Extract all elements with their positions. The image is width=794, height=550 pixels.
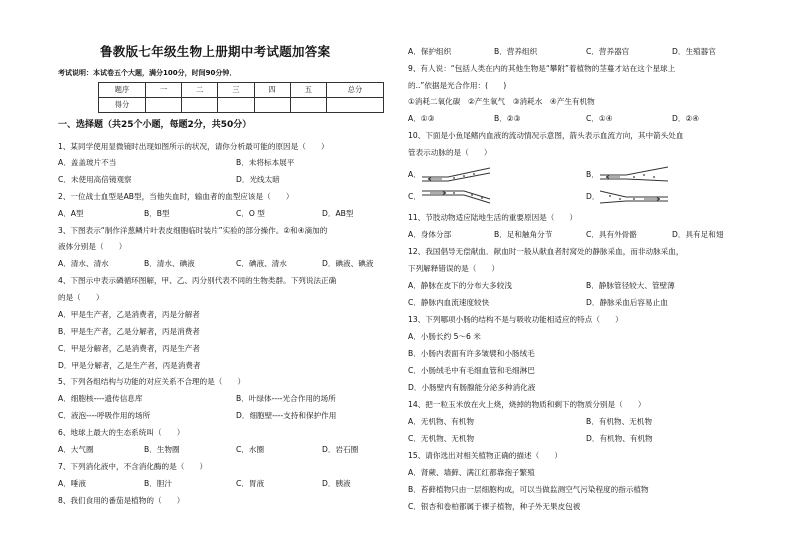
question-stem: 13、下列哪项小肠的结构不是与吸收功能相适应的特点（ ） [408,315,623,324]
option: A．小肠长约 5～6 米 [408,332,481,341]
option: C．营养器官 [586,47,630,56]
option: A．唾液 [58,479,86,488]
option: C．液泡----呼吸作用的场所 [58,411,151,420]
option: A．静脉在皮下的分布大多较浅 [408,281,512,290]
question-stem: 3、下图表示“制作洋葱鳞片叶表皮细胞临时装片”实验的部分操作。②和④滴加的 [58,226,328,235]
score-header-cell: 四 [254,83,290,98]
option: C．银杏和卷柏都属于裸子植物，种子外无果皮包被 [408,502,581,511]
score-cell[interactable] [182,98,218,113]
vessel-diagram-c [420,187,492,205]
score-header-cell: 五 [290,83,326,98]
option: D．有机物、有机物 [586,434,653,443]
option: C．静脉内血流速度较快 [408,298,490,307]
vessel-diagram-d [598,187,670,205]
section-heading: 一、选择题（共25个小题，每题2分，共50分） [58,120,252,130]
score-cell[interactable] [327,98,384,113]
vessel-diagram-a [420,165,492,183]
question-stem: 管表示动脉的是（ ） [408,148,492,157]
option: D．碘液、碘液 [322,259,374,268]
question-stem: 15、请你选出对相关植物正确的描述（ ） [408,451,562,460]
option: C．小肠绒毛中有毛细血管和毛细淋巴 [408,366,535,375]
score-header-cell: 题序 [99,83,146,98]
option: C．碘液、清水 [236,259,287,268]
score-header-cell: 总分 [327,83,384,98]
score-cell[interactable] [218,98,254,113]
question-stem: 4、下图示中表示磷循环图解，甲、乙、丙分别代表不同的生物类群。下列说法正确 [58,276,337,285]
option: C． [408,192,421,201]
question-stem: 10、下面是小鱼尾鳍内血液的流动情况示意图，箭头表示血流方向，其中箭头处血 [408,131,684,140]
option: C．甲是分解者，乙是消费者，丙是生产者 [58,344,200,353]
question-stem: 液体分别是（ ） [58,242,127,251]
option: D．②④ [672,114,700,123]
option: B．营养组织 [494,47,538,56]
option: A．身体分部 [408,230,452,239]
option: D．甲是分解者，乙是生产者，丙是消费者 [58,361,201,370]
option: D．细胞壁----支持和保护作用 [236,411,337,420]
question-stem: 7、下列消化液中，不含消化酶的是（ ） [58,462,208,471]
option: A．盖盖玻片不当 [58,158,117,167]
question-stem: 9、有人说：“包括人类在内的其他生物是“攀附”着植物的茎蔓才站在这个星球上 [408,64,676,73]
score-cell[interactable] [254,98,290,113]
option: C．未使用高倍镜观察 [58,175,132,184]
exam-note: 考试说明：本试卷五个大题，满分100分，时间90分钟． [58,69,237,77]
option: D．岩石圈 [322,445,359,454]
option: A．肾蕨、墙藓、满江红都靠孢子繁殖 [408,468,535,477]
option: B．B型 [144,209,170,218]
option: D．静脉采血后容易止血 [586,298,668,307]
option: A．大气圈 [58,445,94,454]
option: D．光线太暗 [236,175,280,184]
question-stem: 1、某同学使用显微镜时出现如图所示的状况，请你分析最可能的原因是（ ） [58,142,329,151]
option: B．未将标本展平 [236,158,295,167]
option: B．②③ [494,114,521,123]
question-stem: 2、一位战士血型是AB型，当他失血时，输血者的血型应该是（ ） [58,192,294,201]
option: B．小肠内表面有许多皱襞和小肠绒毛 [408,349,535,358]
option: C．水圈 [236,445,265,454]
score-cell[interactable] [146,98,182,113]
question-stem: 12、我国倡导无偿献血．献血时一般从献血者肘窝处的静脉采血，而非动脉采血， [408,247,684,256]
option: A．A型 [58,209,84,218]
score-header-row [99,83,384,98]
option: A．①③ [408,114,435,123]
question-stem: 6、地球上最大的生态系统叫（ ） [58,428,185,437]
option: A．细胞核----遗传信息库 [58,394,143,403]
score-header-cell: 三 [218,83,254,98]
option: A．保护组织 [408,47,452,56]
option: C．无机物、无机物 [408,434,475,443]
vessel-diagram-b [598,165,670,183]
option: B．苔藓植物只由一层细胞构成，可以当做监测空气污染程度的指示植物 [408,485,649,494]
option: D． [586,192,600,201]
question-stem: 的..”依据是光合作用：( ) [408,81,507,90]
option: B．足和触角分节 [494,230,553,239]
option: B．叶绿体----光合作用的场所 [236,394,336,403]
option: B．甲是生产者，乙是分解者，丙是消费者 [58,327,200,336]
question-stem: ①消耗二氧化碳 ②产生氧气 ③消耗水 ④产生有机物 [408,97,595,106]
option: B．有机物、无机物 [586,417,652,426]
option: A．清水、清水 [58,259,109,268]
question-stem: 8、我们食用的番茄是植物的（ ） [58,496,185,505]
option: D．具有足和翅 [672,230,724,239]
question-stem: 14、把一粒玉米放在火上烧，烧掉的物质和剩下的物质分别是（ ） [408,400,646,409]
option: D．生殖器官 [672,47,716,56]
option: D．小肠壁内有肠腺能分泌多种消化液 [408,383,536,392]
option: A． [408,170,421,179]
question-stem: 的是（ ） [58,293,104,302]
question-stem: 5、下列各组结构与功能的对应关系不合理的是（ ） [58,377,246,386]
option: C．O 型 [236,209,265,218]
option: B．清水、碘液 [144,259,195,268]
question-stem: 下列解释错误的是（ ） [408,264,500,273]
option: A．甲是生产者，乙是消费者，丙是分解者 [58,310,200,319]
option: A．无机物、有机物 [408,417,474,426]
option: D．AB型 [322,209,354,218]
score-header-cell: 二 [182,83,218,98]
option: B． [586,170,599,179]
option: B．胆汁 [144,479,172,488]
option: B．生物圈 [144,445,180,454]
score-row-label: 得分 [99,98,146,113]
page-title: 鲁教版七年级生物上册期中考试题加答案 [100,44,331,59]
option: D．胰液 [322,479,351,488]
score-value-row [99,98,384,113]
question-stem: 11、节肢动物适应陆地生活的重要原因是（ ） [408,213,578,222]
option: C．①④ [586,114,613,123]
option: C．胃液 [236,479,265,488]
option: B．静脉管径较大、管壁薄 [586,281,675,290]
score-header-cell: 一 [146,83,182,98]
score-cell[interactable] [290,98,326,113]
score-table [98,82,384,113]
option: C．具有外骨骼 [586,230,637,239]
